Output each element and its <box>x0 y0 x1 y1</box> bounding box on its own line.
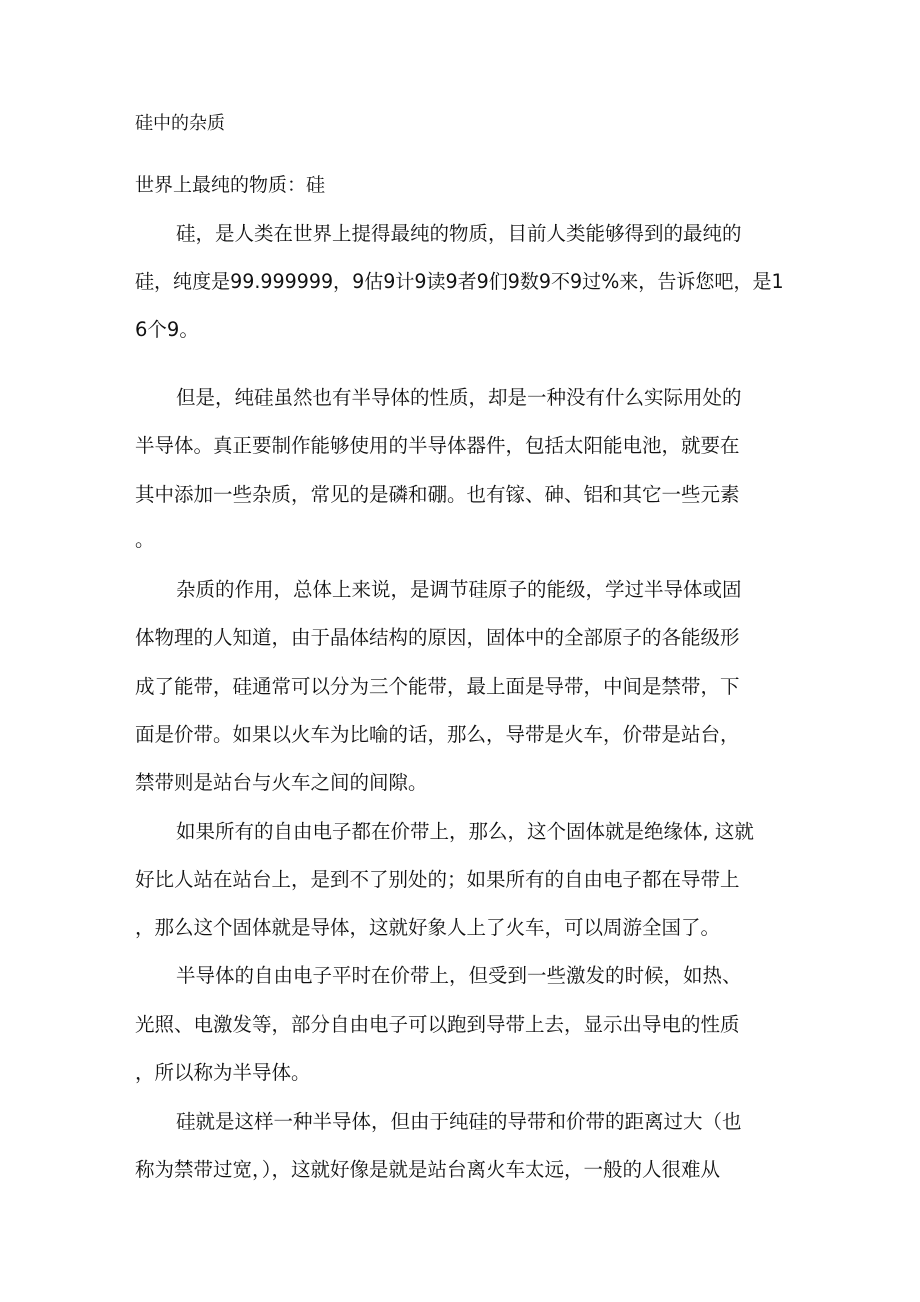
text-line: 硅，是人类在世界上提得最纯的物质，目前人类能够得到的最纯的 <box>176 222 742 245</box>
text-line: 称为禁带过宽，），这就好像是就是站台离火车太远，一般的人很难从 <box>135 1158 721 1181</box>
text-line: 如果所有的自由电子都在价带上，那么，这个固体就是绝缘体, 这就 <box>176 820 754 843</box>
text-line: 但是，纯硅虽然也有半导体的性质，却是一种没有什么实际用处的 <box>176 386 742 409</box>
text-line: 。 <box>135 528 155 551</box>
text-line: 面是价带。如果以火车为比喻的话，那么，导带是火车，价带是站台， <box>135 723 740 746</box>
text-line: 半导体。真正要制作能够使用的半导体器件，包括太阳能电池，就要在 <box>135 434 740 457</box>
text-line: 禁带则是站台与火车之间的间隙。 <box>135 771 428 794</box>
text-line: 其中添加一些杂质，常见的是磷和硼。也有镓、砷、铝和其它一些元素 <box>135 483 740 506</box>
text-line: 好比人站在站台上，是到不了别处的；如果所有的自由电子都在导带上 <box>135 868 740 891</box>
text-line: ，那么这个固体就是导体，这就好象人上了火车，可以周游全国了。 <box>135 916 721 939</box>
text-line: 体物理的人知道，由于晶体结构的原因，固体中的全部原子的各能级形 <box>135 626 740 649</box>
text-line: ，所以称为半导体。 <box>135 1061 311 1084</box>
text-line: 成了能带，硅通常可以分为三个能带，最上面是导带，中间是禁带，下 <box>135 675 740 698</box>
text-line: 6个9。 <box>135 318 199 341</box>
section-heading: 世界上最纯的物质：硅 <box>135 174 326 196</box>
text-line: 硅，纯度是99.999999，9估9计9读9者9们9数9不9过%来，告诉您吧，是1 <box>135 270 784 293</box>
text-line: 光照、电激发等，部分自由电子可以跑到导带上去，显示出导电的性质 <box>135 1013 740 1036</box>
text-line: 硅就是这样一种半导体，但由于纯硅的导带和价带的距离过大（也 <box>176 1110 742 1133</box>
text-line: 杂质的作用，总体上来说，是调节硅原子的能级，学过半导体或固 <box>176 578 742 601</box>
document-title: 硅中的杂质 <box>135 113 225 134</box>
text-line: 半导体的自由电子平时在价带上，但受到一些激发的时候，如热、 <box>176 964 742 987</box>
